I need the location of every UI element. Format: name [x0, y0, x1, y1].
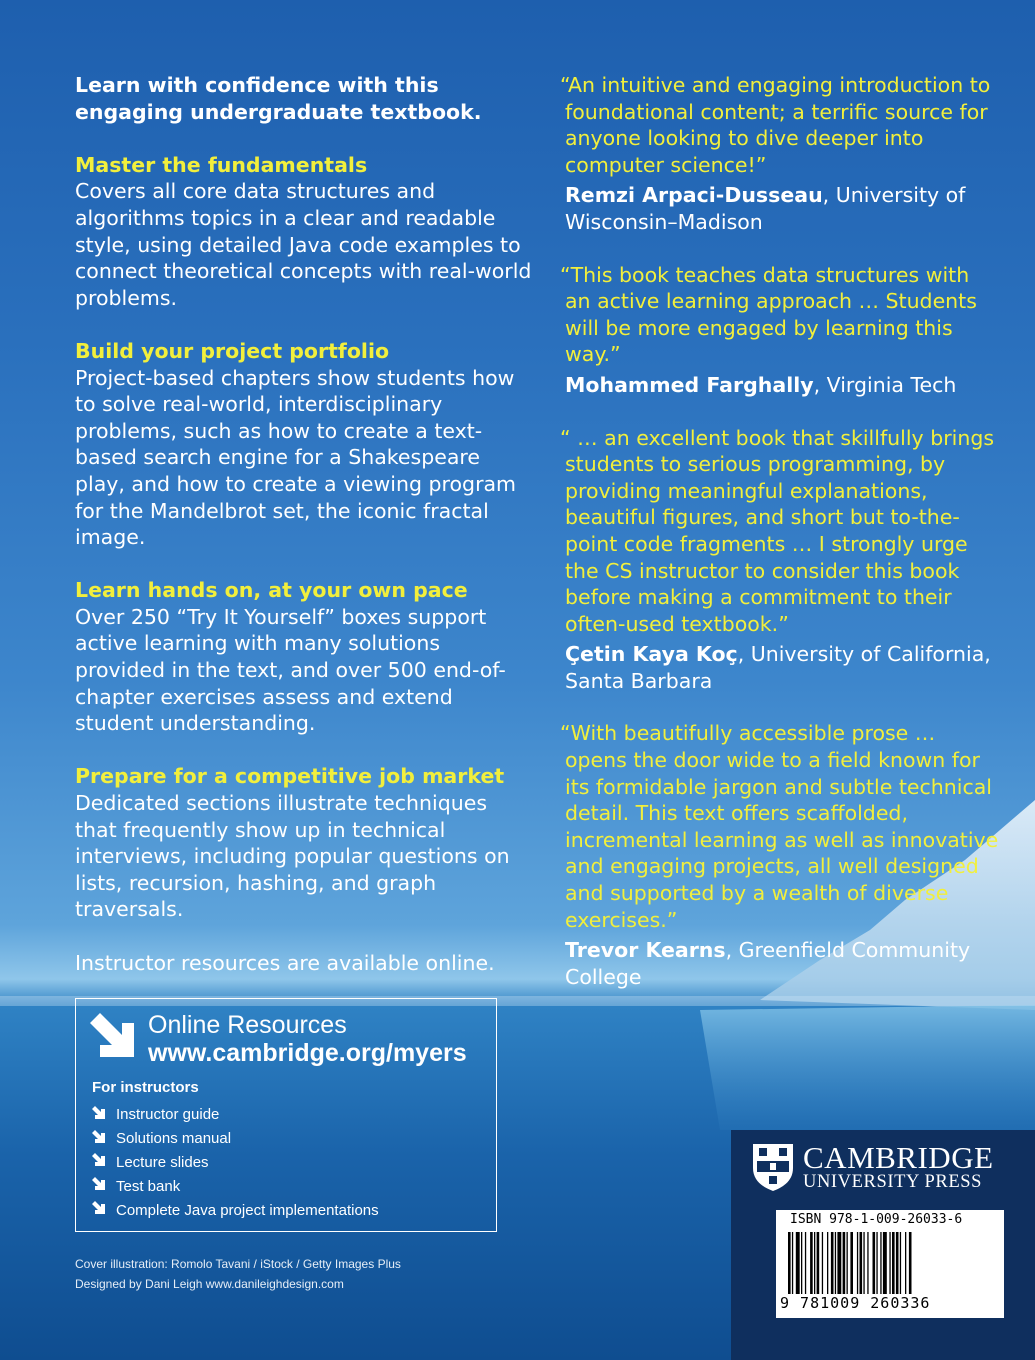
arrow-bullet-icon — [92, 1153, 116, 1171]
resources-list — [92, 1103, 379, 1222]
feature-heading: Build your project portfolio — [75, 338, 390, 363]
intro-text: Learn with confidence with this engaging undergraduate textbook. — [75, 73, 482, 124]
list-item — [92, 1127, 379, 1151]
reviewer-name: Çetin Kaya Koç — [565, 642, 738, 667]
arrow-bullet-icon — [92, 1130, 116, 1148]
arrow-bullet-icon — [92, 1177, 116, 1195]
review-quote — [560, 720, 1000, 990]
list-item — [92, 1103, 379, 1127]
review-quote — [560, 262, 1000, 399]
quote-attribution — [560, 937, 1000, 990]
feature-block — [75, 577, 535, 737]
arrow-down-right-icon — [88, 1011, 136, 1059]
isbn-label: ISBN 978-1-009-26033-6 — [790, 1212, 963, 1227]
barcode-bars — [788, 1232, 992, 1294]
feature-body: Covers all core data structures and algorithms topics in a clear and readable style, using detailed Java code examples to connect theoretical concepts with real-world problems. — [75, 179, 532, 310]
resource-item-label: Test bank — [116, 1177, 181, 1195]
reviewer-name: Mohammed Farghally — [565, 372, 814, 397]
instructor-note: Instructor resources are available online. — [75, 950, 495, 975]
reviewer-affiliation: , University of California, Santa Barbara — [565, 642, 991, 693]
reviewer-name: Remzi Arpaci-Dusseau — [565, 183, 823, 208]
review-quote — [560, 72, 1000, 236]
quote-text: “With beautifully accessible prose … opens the door wide to a field known for its formidable jargon and subtle technical detail. This text offers scaffolded, incremental learning as well as innovative and engaging projects, all well designed and supported by a wealth of diverse exercises.” — [560, 721, 999, 932]
arrow-bullet-icon — [92, 1201, 116, 1219]
resources-title: Online Resources — [148, 1011, 347, 1039]
quote-attribution — [560, 641, 1000, 694]
resource-item-label: Lecture slides — [116, 1153, 209, 1171]
resources-audience: For instructors — [92, 1079, 199, 1096]
feature-heading: Prepare for a competitive job market — [75, 764, 505, 789]
reviewer-name: Trevor Kearns — [565, 938, 726, 963]
cover-credits — [75, 1254, 401, 1294]
quote-attribution — [560, 182, 1000, 235]
publisher-name: CAMBRIDGE — [803, 1140, 994, 1175]
online-resources-box — [75, 998, 497, 1232]
illustration-credit: Cover illustration: Romolo Tavani / iStock / Getty Images Plus — [75, 1257, 401, 1271]
feature-block — [75, 152, 535, 312]
list-item — [92, 1174, 379, 1198]
quote-text: “This book teaches data structures with an active learning approach … Students will be more engaged by learning this way.” — [560, 262, 977, 367]
description-column — [75, 72, 535, 1003]
resources-url[interactable]: www.cambridge.org/myers — [148, 1039, 467, 1067]
list-item — [92, 1151, 379, 1175]
feature-body: Over 250 “Try It Yourself” boxes support active learning with many solutions provided in the text, and over 500 end-of-chapter exercises assess and extend student understanding. — [75, 604, 506, 736]
feature-heading: Master the fundamentals — [75, 152, 368, 177]
feature-block — [75, 338, 535, 551]
feature-body: Dedicated sections illustrate techniques that frequently show up in technical interviews, including popular questions on lists, recursion, hashing, and graph traversals. — [75, 791, 510, 922]
feature-body: Project-based chapters show students how to solve real-world, interdisciplinary problems, such as how to create a text-based search engine for a Shakespeare play, and how to create a viewing program for the Mandelbrot set, the iconic fractal image. — [75, 365, 517, 550]
quote-text: “An intuitive and engaging introduction to foundational content; a terrific source for anyone looking to dive deeper into computer science!” — [560, 73, 991, 177]
feature-block — [75, 763, 535, 923]
reviewer-affiliation: , University of Wisconsin–Madison — [565, 183, 966, 234]
resource-item-label: Solutions manual — [116, 1130, 232, 1148]
arrow-bullet-icon — [92, 1106, 116, 1124]
reviewer-affiliation: , Greenfield Community College — [565, 938, 971, 989]
review-quote — [560, 425, 1000, 695]
feature-heading: Learn hands on, at your own pace — [75, 578, 468, 603]
quotes-column — [560, 72, 1000, 1016]
list-item — [92, 1198, 379, 1222]
design-credit: Designed by Dani Leigh www.danileighdesign.com — [75, 1277, 344, 1291]
resource-item-label: Instructor guide — [116, 1106, 220, 1124]
reviewer-affiliation: , Virginia Tech — [813, 372, 957, 397]
quote-attribution — [560, 372, 1000, 399]
resource-item-label: Complete Java project implementations — [116, 1201, 379, 1219]
isbn-barcode — [776, 1210, 1004, 1318]
cambridge-shield-logo — [751, 1142, 795, 1192]
isbn-number: 9 781009 260336 — [780, 1294, 931, 1312]
quote-text: “ … an excellent book that skillfully brings students to serious programming, by providing meaningful explanations, beautiful figures, and short but to-the-point code fragments … I strongly urge the CS instructor to consider this book before making a commitment to their often-used textbook.” — [560, 425, 995, 636]
publisher-subtitle: UNIVERSITY PRESS — [803, 1172, 983, 1192]
